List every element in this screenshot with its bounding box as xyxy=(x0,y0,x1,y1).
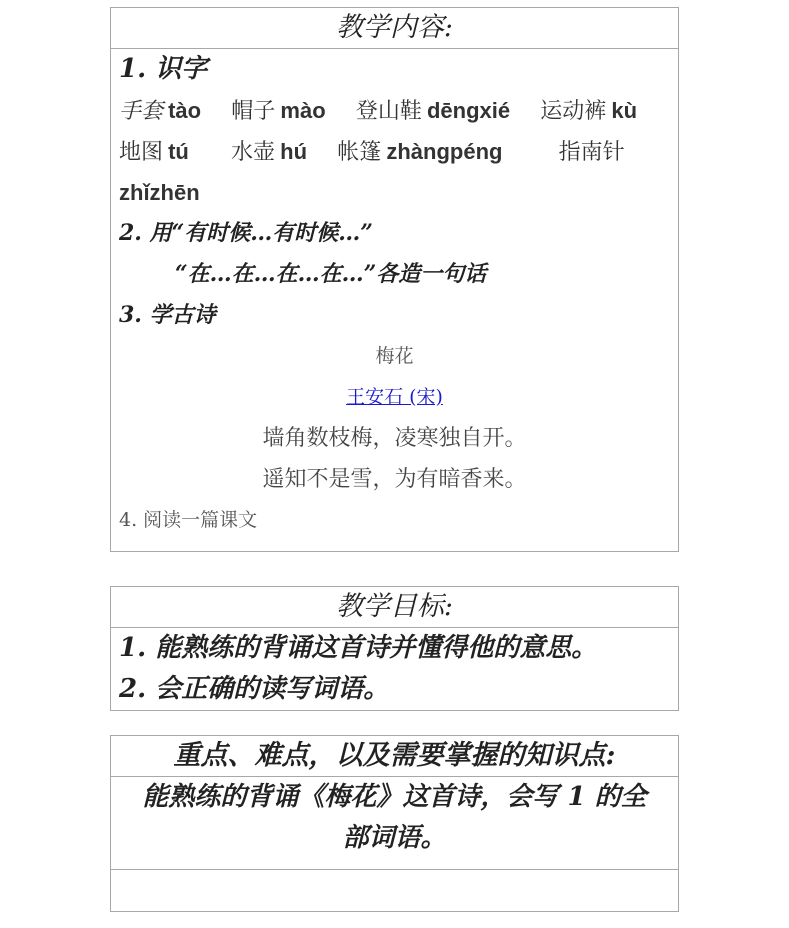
vocab-hanzi: 登山鞋 xyxy=(355,99,422,124)
section-2-line-2: “在…在…在…在…”各造一句话 xyxy=(175,261,487,287)
vocab-pinyin: zhǐzhēn xyxy=(119,180,200,205)
poem-author-link[interactable]: 王安石 (宋) xyxy=(346,386,443,408)
teaching-content-title: 教学内容: xyxy=(111,8,679,49)
vocab-row-2 xyxy=(119,131,670,172)
goal-item-2: 2. 会正确的读写词语。 xyxy=(119,674,390,704)
vocab-pinyin: tú xyxy=(168,139,189,164)
vocab-hanzi: 运动裤 xyxy=(540,99,607,124)
vocab-hanzi: 手套 xyxy=(119,99,164,124)
teaching-goals-table xyxy=(110,586,679,711)
vocab-pinyin: zhàngpéng xyxy=(386,139,503,164)
section-4-heading: 4. 阅读一篇课文 xyxy=(119,509,258,531)
key-points-table xyxy=(110,735,679,912)
vocab-hanzi: 水壶 xyxy=(231,140,276,165)
poem-line-2: 遥知不是雪，为有暗香来。 xyxy=(262,467,527,492)
teaching-goals-title: 教学目标: xyxy=(111,587,679,628)
vocab-hanzi: 指南针 xyxy=(558,140,625,165)
teaching-content-table xyxy=(110,7,679,552)
vocab-pinyin: mào xyxy=(280,98,326,123)
goal-item-1: 1. 能熟练的背诵这首诗并懂得他的意思。 xyxy=(119,633,598,663)
poem-title: 梅花 xyxy=(375,345,414,367)
key-points-body xyxy=(111,777,679,870)
vocab-pinyin: kù xyxy=(611,98,638,123)
section-3-heading: 3. 学古诗 xyxy=(119,302,216,328)
vocab-pinyin: tào xyxy=(168,98,202,123)
vocab-hanzi: 地图 xyxy=(119,140,164,165)
key-points-text-2: 部词语。 xyxy=(342,823,447,853)
vocab-row-3 xyxy=(119,172,670,213)
teaching-goals-body xyxy=(111,628,679,711)
vocab-hanzi: 帐篷 xyxy=(337,140,382,165)
section-1-heading: 1. 识字 xyxy=(119,54,208,84)
key-points-text-1: 能熟练的背诵《梅花》这首诗，会写 1 的全 xyxy=(142,782,647,812)
vocab-pinyin: hú xyxy=(280,139,308,164)
vocab-hanzi: 帽子 xyxy=(231,99,276,124)
poem-line-1: 墙角数枝梅，凌寒独自开。 xyxy=(262,426,527,451)
empty-row xyxy=(111,870,679,912)
teaching-content-body xyxy=(111,49,679,552)
vocab-pinyin: dēngxié xyxy=(426,98,511,123)
section-2-line-1: 2. 用“有时候…有时候…” xyxy=(119,220,373,246)
vocab-row-1 xyxy=(119,90,670,131)
key-points-title: 重点、难点，以及需要掌握的知识点: xyxy=(111,736,679,777)
